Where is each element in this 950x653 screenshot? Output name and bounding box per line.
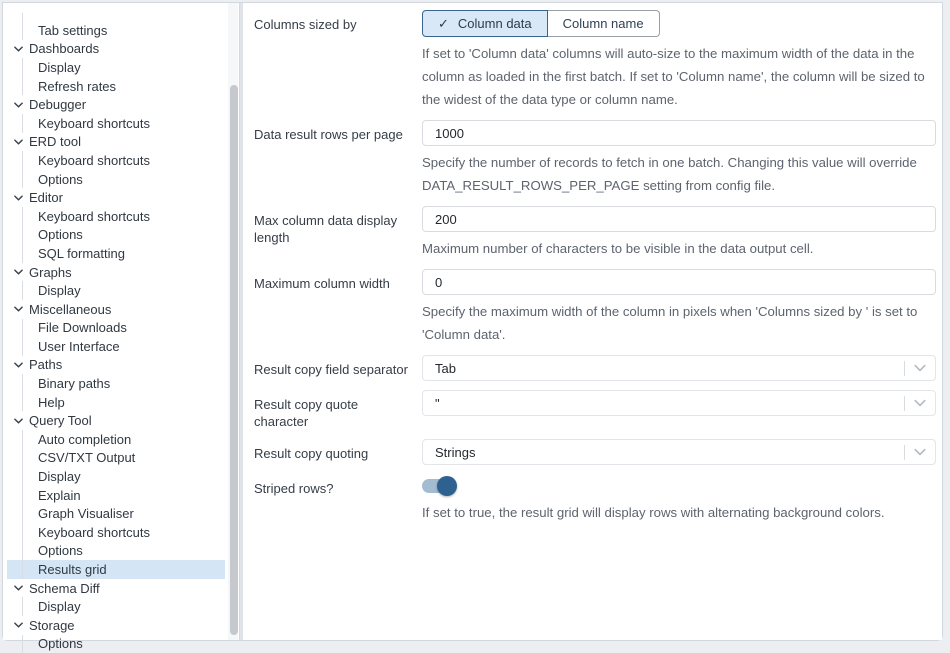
- check-icon: ✓: [438, 15, 449, 31]
- sidebar-item-dashboards[interactable]: [7, 40, 225, 59]
- chevron-down-icon[interactable]: [7, 102, 29, 108]
- setting-help-text: If set to true, the result grid will display rows with alternating background colors.: [422, 505, 885, 520]
- sidebar-item-storage[interactable]: [7, 616, 225, 635]
- result-copy-field-separator-select[interactable]: [422, 355, 936, 381]
- sidebar-item-options[interactable]: [7, 635, 225, 653]
- sidebar-item-keyboard-shortcuts[interactable]: [7, 523, 225, 542]
- setting-row-maximum-column-width: [254, 269, 936, 346]
- sidebar-item-display[interactable]: [7, 281, 225, 300]
- sidebar-item-label: Display: [38, 59, 81, 75]
- sidebar-item-schema-diff[interactable]: [7, 579, 225, 598]
- setting-control: [422, 474, 936, 524]
- sidebar-item-graphs[interactable]: [7, 263, 225, 282]
- setting-label: Maximum column width: [254, 276, 390, 291]
- chevron-down-icon[interactable]: [905, 399, 935, 407]
- sidebar-item-label: Options: [38, 636, 83, 652]
- setting-control: [422, 355, 936, 381]
- setting-row-result-copy-quoting: [254, 439, 936, 465]
- sidebar-item-label: Keyboard shortcuts: [38, 208, 151, 224]
- setting-row-columns-sized-by: [254, 10, 936, 111]
- sidebar-item-keyboard-shortcuts[interactable]: [7, 114, 225, 133]
- setting-help-text: If set to 'Column data' columns will auto-size to the maximum width of the data in the column as loaded in the first batch. If set to 'Column name', the column will be sized to the widest of the data type or column name.: [422, 46, 925, 107]
- chevron-down-icon[interactable]: [905, 448, 935, 456]
- setting-control: [422, 269, 936, 346]
- sidebar-item-explain[interactable]: [7, 486, 225, 505]
- sidebar-item-binary-paths[interactable]: [7, 374, 225, 393]
- sidebar-item-label: Auto completion: [38, 431, 132, 447]
- sidebar-item-csv-txt-output[interactable]: [7, 449, 225, 468]
- sidebar-tree: [3, 3, 239, 652]
- preferences-dialog: [2, 2, 943, 652]
- setting-label: Striped rows?: [254, 481, 334, 496]
- sidebar-item-options[interactable]: [7, 542, 225, 561]
- sidebar-item-label: Options: [38, 171, 83, 187]
- sidebar-item-user-interface[interactable]: [7, 337, 225, 356]
- data-result-rows-per-page-input[interactable]: [422, 120, 936, 146]
- max-column-data-display-length-input[interactable]: [422, 206, 936, 232]
- sidebar-item-debugger[interactable]: [7, 95, 225, 114]
- sidebar-item-sql-formatting[interactable]: [7, 244, 225, 263]
- sidebar-item-label: Options: [38, 227, 83, 243]
- sidebar-item-label: Help: [38, 394, 65, 410]
- sidebar-item-miscellaneous[interactable]: [7, 300, 225, 319]
- sidebar-item-editor[interactable]: [7, 188, 225, 207]
- tree-scroll-clip: [7, 13, 225, 21]
- sidebar-item-label: CSV/TXT Output: [38, 450, 136, 466]
- sidebar-item-label: Graph Visualiser: [38, 506, 134, 522]
- sidebar-item-label: Query Tool: [29, 413, 92, 429]
- sidebar-item-paths[interactable]: [7, 356, 225, 375]
- button-label: Column name: [562, 16, 644, 31]
- sidebar-item-query-tool[interactable]: [7, 411, 225, 430]
- select-value: ": [435, 395, 440, 411]
- sidebar-item-label: ERD tool: [29, 134, 82, 150]
- sidebar-item-erd-tool[interactable]: [7, 133, 225, 152]
- setting-row-result-copy-field-separator: [254, 355, 936, 381]
- sidebar-item-label: Display: [38, 283, 81, 299]
- sidebar-item-label: Tab settings: [38, 22, 108, 38]
- sidebar-item-label: Refresh rates: [38, 78, 117, 94]
- setting-control: [422, 120, 936, 197]
- setting-label: Result copy quote character: [254, 397, 359, 429]
- sidebar-item-refresh-rates[interactable]: [7, 77, 225, 96]
- sidebar-item-label: Options: [38, 543, 83, 559]
- setting-control: [422, 439, 936, 465]
- button-label: Column data: [457, 16, 532, 31]
- result-copy-quote-character-select[interactable]: [422, 390, 936, 416]
- sidebar-item-label: Paths: [29, 357, 63, 373]
- sidebar-item-label: Display: [38, 469, 81, 485]
- chevron-down-icon[interactable]: [7, 306, 29, 312]
- sidebar-scrollbar-thumb[interactable]: [230, 85, 238, 635]
- settings-panel: [243, 3, 942, 640]
- sidebar-item-label: Miscellaneous: [29, 301, 112, 317]
- sidebar-item-display[interactable]: [7, 58, 225, 77]
- chevron-down-icon[interactable]: [7, 269, 29, 275]
- chevron-down-icon[interactable]: [7, 362, 29, 368]
- setting-help-text: Specify the maximum width of the column in pixels when 'Columns sized by ' is set to 'Column data'.: [422, 304, 918, 342]
- setting-control: [422, 390, 936, 430]
- columns-sized-by-button-group: [422, 10, 660, 37]
- sidebar-item-label: Debugger: [29, 97, 87, 113]
- setting-label: Max column data display length: [254, 213, 398, 245]
- sidebar-item-tab-settings[interactable]: [7, 21, 225, 40]
- sidebar-item-display[interactable]: [7, 597, 225, 616]
- setting-control: [422, 206, 936, 260]
- sidebar-item-label: Graphs: [29, 264, 72, 280]
- setting-row-result-copy-quote-character: [254, 390, 936, 430]
- sidebar-item-label: Keyboard shortcuts: [38, 115, 151, 131]
- sidebar-item-label: File Downloads: [38, 320, 127, 336]
- result-copy-quoting-select[interactable]: [422, 439, 936, 465]
- chevron-down-icon[interactable]: [7, 622, 29, 628]
- sidebar-item-label: SQL formatting: [38, 245, 125, 261]
- chevron-down-icon[interactable]: [905, 364, 935, 372]
- setting-row-max-column-data-display-length: [254, 206, 936, 260]
- sidebar-item-options[interactable]: [7, 226, 225, 245]
- sidebar-item-label: Explain: [38, 487, 81, 503]
- switch-knob[interactable]: [437, 476, 457, 496]
- sidebar-item-label: Storage: [29, 617, 75, 633]
- sidebar-item-label: Keyboard shortcuts: [38, 524, 151, 540]
- sidebar-item-label: Display: [38, 599, 81, 615]
- sidebar-item-keyboard-shortcuts[interactable]: [7, 151, 225, 170]
- setting-label: Columns sized by: [254, 17, 357, 32]
- sidebar-item-options[interactable]: [7, 170, 225, 189]
- sidebar-item-label: Editor: [29, 190, 63, 206]
- sidebar-item-label: Keyboard shortcuts: [38, 152, 151, 168]
- columns-sized-by-option-column-data[interactable]: [422, 10, 548, 37]
- maximum-column-width-input[interactable]: [422, 269, 936, 295]
- setting-label: Result copy field separator: [254, 362, 408, 377]
- setting-row-striped-rows: [254, 474, 936, 524]
- setting-help-text: Specify the number of records to fetch in one batch. Changing this value will override DATA_RESULT_ROWS_PER_PAGE setting from config file.: [422, 155, 917, 193]
- setting-row-data-result-rows-per-page: [254, 120, 936, 197]
- sidebar-item-label: Binary paths: [38, 376, 111, 392]
- setting-control: [422, 10, 936, 111]
- chevron-down-icon[interactable]: [7, 418, 29, 424]
- setting-help-text: Maximum number of characters to be visible in the data output cell.: [422, 241, 814, 256]
- setting-label: Data result rows per page: [254, 127, 403, 142]
- setting-label: Result copy quoting: [254, 446, 369, 461]
- sidebar-item-file-downloads[interactable]: [7, 319, 225, 338]
- sidebar-item-label: Schema Diff: [29, 580, 100, 596]
- sidebar-item-label: User Interface: [38, 338, 120, 354]
- sidebar-item-graph-visualiser[interactable]: [7, 504, 225, 523]
- sidebar-item-label: Results grid: [38, 562, 107, 578]
- chevron-down-icon[interactable]: [7, 585, 29, 591]
- chevron-down-icon[interactable]: [7, 195, 29, 201]
- chevron-down-icon[interactable]: [7, 46, 29, 52]
- chevron-down-icon[interactable]: [7, 139, 29, 145]
- striped-rows-toggle[interactable]: [422, 479, 456, 493]
- sidebar-item-auto-completion[interactable]: [7, 430, 225, 449]
- sidebar-item-label: Dashboards: [29, 41, 100, 57]
- sidebar-item-keyboard-shortcuts[interactable]: [7, 207, 225, 226]
- sidebar-item-display[interactable]: [7, 467, 225, 486]
- sidebar-item-help[interactable]: [7, 393, 225, 412]
- select-value: Tab: [435, 360, 456, 376]
- select-value: Strings: [435, 444, 476, 460]
- columns-sized-by-option-column-name[interactable]: [548, 10, 660, 37]
- sidebar-item-results-grid[interactable]: [7, 560, 225, 579]
